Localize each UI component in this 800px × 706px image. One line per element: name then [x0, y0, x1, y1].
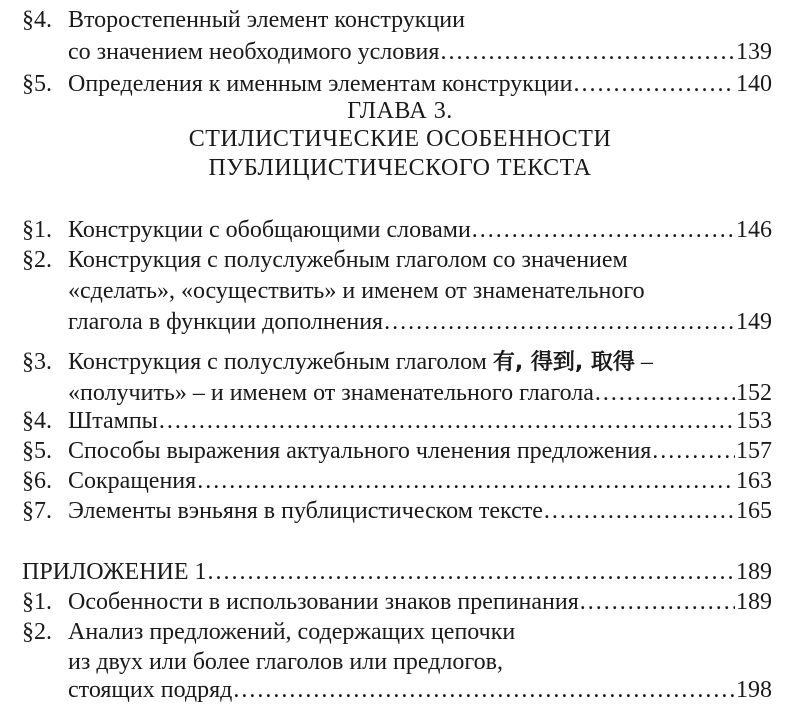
- entry-title: Второстепенный элемент конструкции: [68, 7, 465, 33]
- toc-entry-line: [0, 556, 800, 588]
- entry-title: Элементы вэньяня в публицистическом тексте: [68, 498, 543, 524]
- entry-title-part: Конструкция с полуслужебным глаголом: [68, 349, 493, 375]
- section-number: §1.: [22, 589, 52, 615]
- leader-dots: [208, 556, 735, 588]
- toc-entry-line: [0, 306, 800, 338]
- toc-entry-line: [0, 465, 800, 497]
- toc-entry-line: [0, 674, 800, 706]
- chapter-label: ГЛАВА 3.: [347, 98, 453, 124]
- section-number: §4.: [22, 7, 52, 33]
- section-number: §4.: [22, 408, 52, 434]
- entry-title: Конструкция с полуслужебным глаголом со значением: [68, 247, 628, 273]
- toc-entry: [68, 214, 772, 246]
- page-number: 157: [736, 438, 772, 464]
- section-number: §5.: [22, 438, 52, 464]
- page-number: 139: [736, 39, 772, 65]
- entry-title: «получить» – и именем от знаменательного глагола: [68, 380, 594, 406]
- entry-title: Штампы: [68, 408, 158, 434]
- toc-entry-line: [0, 586, 800, 618]
- entry-title: Способы выражения актуального членения предложения: [68, 438, 652, 464]
- leader-dots: [472, 214, 735, 246]
- leader-dots: [580, 586, 735, 618]
- toc-entry-line: [0, 4, 800, 36]
- section-number: §6.: [22, 468, 52, 494]
- chapter-title-line-2: ПУБЛИЦИСТИЧЕСКОГО ТЕКСТА: [208, 155, 592, 181]
- page-number: 149: [736, 309, 772, 335]
- entry-title-part: –: [634, 349, 653, 375]
- entry-title: [68, 346, 653, 379]
- entry-title: глагола в функции дополнения: [68, 309, 384, 335]
- toc-entry: [68, 674, 772, 706]
- entry-title: Сокращения: [68, 468, 197, 494]
- leader-dots: [544, 495, 735, 527]
- section-number: §3.: [22, 349, 52, 375]
- leader-dots: [652, 435, 735, 467]
- page-number: 165: [736, 498, 772, 524]
- chinese-verbs: 有, 得到, 取得: [492, 350, 635, 375]
- toc-entry: [68, 306, 772, 338]
- toc-entry-line: [0, 495, 800, 527]
- leader-dots: [384, 306, 735, 338]
- section-number: §1.: [22, 217, 52, 243]
- section-number: §5.: [22, 71, 52, 97]
- toc-entry-line: [0, 275, 800, 307]
- toc-entry-line: [0, 36, 800, 68]
- toc-entry-line: [0, 346, 800, 378]
- page-number: 153: [736, 408, 772, 434]
- entry-title: из двух или более глаголов или предлогов,: [68, 649, 503, 675]
- entry-title: Конструкции с обобщающими словами: [68, 217, 471, 243]
- leader-dots: [159, 405, 735, 437]
- toc-entry-line: [0, 214, 800, 246]
- section-number: §2.: [22, 619, 52, 645]
- section-number: §7.: [22, 498, 52, 524]
- leader-dots: [440, 36, 735, 68]
- entry-title: Анализ предложений, содержащих цепочки: [68, 619, 516, 645]
- entry-title: Особенности в использовании знаков препинания: [68, 589, 579, 615]
- page-number: 163: [736, 468, 772, 494]
- chapter-title-line-1: СТИЛИСТИЧЕСКИЕ ОСОБЕННОСТИ: [188, 126, 612, 152]
- toc-entry: [68, 465, 772, 497]
- page-number: 189: [736, 589, 772, 615]
- toc-entry: [68, 495, 772, 527]
- toc-entry: [68, 586, 772, 618]
- entry-title: стоящих подряд: [68, 677, 233, 703]
- toc-entry-line: [0, 435, 800, 467]
- entry-title: со значением необходимого условия: [68, 39, 440, 65]
- page-number: 198: [736, 677, 772, 703]
- toc-entry-line: [0, 244, 800, 276]
- entry-title: Определения к именным элементам конструкции: [68, 71, 573, 97]
- leader-dots: [197, 465, 735, 497]
- section-number: §2.: [22, 247, 52, 273]
- page-number: 189: [736, 559, 772, 585]
- toc-entry-line: [0, 405, 800, 437]
- page-number: 140: [736, 71, 772, 97]
- leader-dots: [233, 674, 735, 706]
- toc-entry: [68, 405, 772, 437]
- page-number: 146: [736, 217, 772, 243]
- toc-entry: [68, 36, 772, 68]
- page-number: 152: [736, 380, 772, 406]
- appendix-label: ПРИЛОЖЕНИЕ 1: [22, 559, 207, 585]
- toc-entry: [68, 435, 772, 467]
- entry-title: «сделать», «осуществить» и именем от знаменательного: [68, 278, 645, 304]
- appendix-entry: [22, 556, 772, 588]
- toc-entry-line: [0, 616, 800, 648]
